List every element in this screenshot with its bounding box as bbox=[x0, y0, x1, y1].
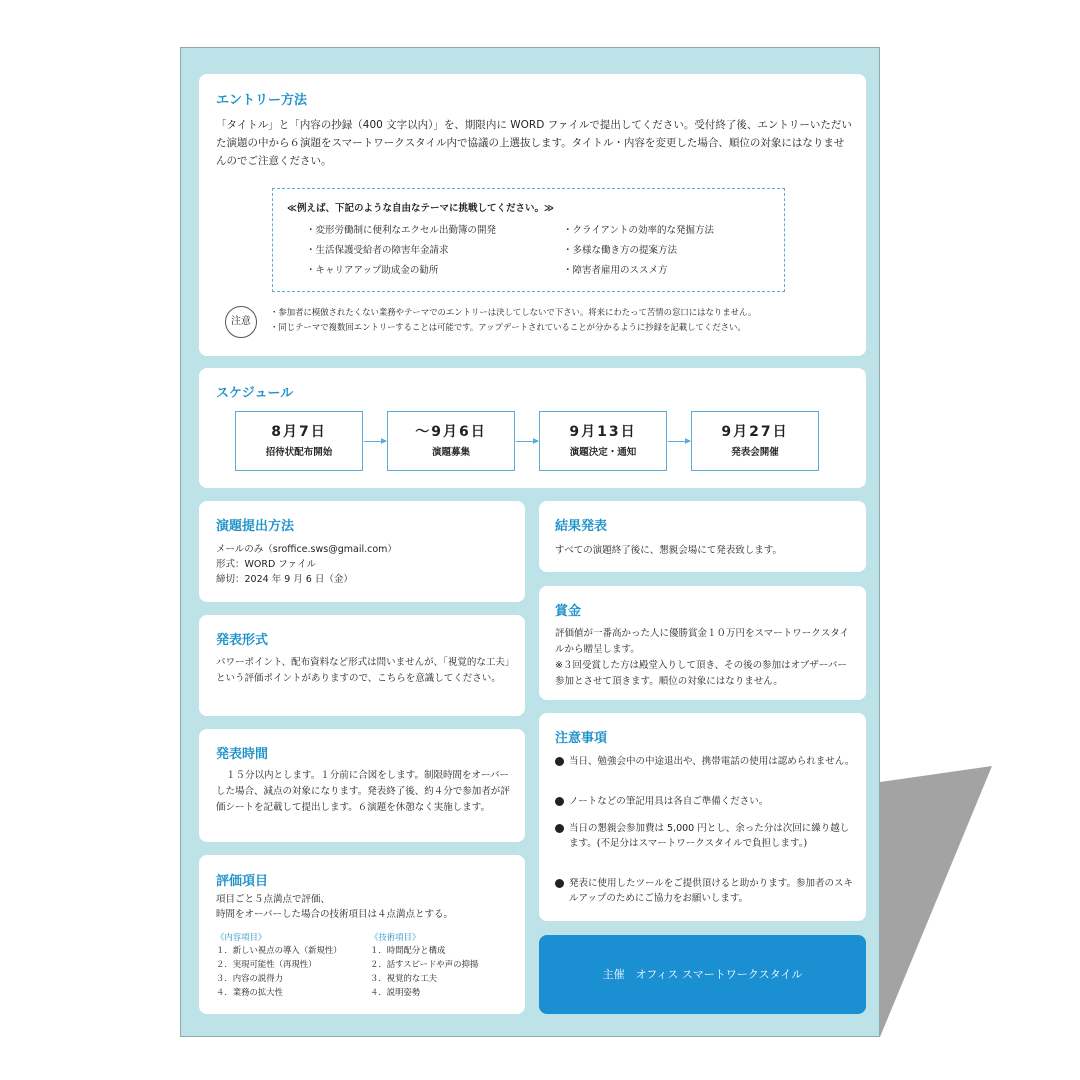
step-date: 9月13日 bbox=[569, 424, 637, 440]
time-card bbox=[199, 729, 525, 842]
submission-line: 締切：2024 年 9 月 6 日（金） bbox=[216, 574, 353, 585]
schedule-card bbox=[199, 368, 866, 488]
caution-text: ノートなどの筆記用具は各自ご準備ください。 bbox=[569, 796, 769, 807]
entry-card bbox=[199, 74, 866, 356]
example-item: ・変形労働制に便利なエクセル出勤簿の開発 bbox=[306, 225, 497, 236]
arrow-icon bbox=[668, 441, 690, 442]
prize-body: 評価値が一番高かった人に優勝賞金１０万円をスマートワークスタイルから贈呈します。 bbox=[555, 628, 850, 655]
submission-line: メールのみ（sroffice.sws@gmail.com） bbox=[216, 544, 397, 555]
caution-text: 当日、勉強会中の中途退出や、携帯電話の使用は認められません。 bbox=[569, 756, 855, 767]
caution-item bbox=[555, 754, 855, 769]
note-line: ・同じテーマで複数回エントリーすることは可能です。アップデートされていることが分かるように抄録を記載してください。 bbox=[270, 322, 746, 332]
example-title: ≪例えば、下記のような自由なテーマに挑戦してください。≫ bbox=[287, 203, 554, 214]
caution-text: 当日の懇親会参加費は 5,000 円とし、余った分は次回に繰り越します。(不足分はスマートワークスタイルで負担します。) bbox=[569, 823, 850, 849]
step-label: 発表会開催 bbox=[731, 447, 779, 458]
submission-line: 形式：WORD ファイル bbox=[216, 559, 317, 570]
submission-heading: 演題提出方法 bbox=[216, 519, 295, 534]
entry-body: 「タイトル」と「内容の抄録（400 文字以内）」を、期限内に WORD ファイルで提出してください。受付終了後、エントリーいただいた演題の中から６演題をスマートワークスタイル内で協議の上選抜します。タイトル・内容を変更した場合、順位の対象にはなりませんのでご注意ください。 bbox=[216, 119, 852, 167]
tech-items-title: 《技術項目》 bbox=[370, 932, 421, 942]
example-box bbox=[272, 188, 785, 292]
tech-item: ２．話すスピードや声の抑揚 bbox=[370, 959, 479, 969]
step-date: 8月7日 bbox=[271, 424, 327, 440]
results-body: すべての演題終了後に、懇親会場にて発表致します。 bbox=[555, 545, 783, 556]
submission-card bbox=[199, 501, 525, 602]
content-item: １．新しい視点の導入（新規性） bbox=[216, 945, 342, 955]
caution-item bbox=[555, 821, 855, 851]
arrow-icon bbox=[364, 441, 386, 442]
evaluation-heading: 評価項目 bbox=[216, 874, 269, 889]
content-item: ３．内容の説得力 bbox=[216, 973, 283, 983]
tech-item: １．時間配分と構成 bbox=[370, 945, 446, 955]
evaluation-intro: 時間をオーバーした場合の技術項目は４点満点とする。 bbox=[216, 909, 454, 920]
bullet-icon bbox=[555, 797, 564, 806]
prize-note: ※３回受賞した方は殿堂入りして頂き、その後の参加はオブザーバー参加とさせて頂きます。順位の対象にはなりません。 bbox=[555, 660, 847, 687]
entry-heading: エントリー方法 bbox=[216, 93, 308, 108]
bullet-icon bbox=[555, 824, 564, 833]
step-label: 招待状配布開始 bbox=[265, 447, 333, 458]
example-item: ・多様な働き方の提案方法 bbox=[563, 245, 678, 256]
flyer-sheet bbox=[180, 47, 880, 1037]
time-body: １５分以内とします。１分前に合図をします。制限時間をオーバーした場合、減点の対象になります。発表終了後、約４分で参加者が評価シートを記載して提出します。６演題を休憩なく実施します。 bbox=[216, 770, 510, 813]
schedule-step bbox=[387, 411, 515, 471]
results-heading: 結果発表 bbox=[555, 519, 608, 534]
content-item: ２．実現可能性（再現性） bbox=[216, 959, 317, 969]
caution-item bbox=[555, 876, 855, 906]
format-body: パワーポイント、配布資料など形式は問いませんが、「視覚的な工夫」という評価ポイントがありますので、こちらを意識してください。 bbox=[216, 657, 510, 684]
host-banner: 主催 オフィス スマートワークスタイル bbox=[539, 935, 866, 1014]
tech-item: ４．説明姿勢 bbox=[370, 987, 421, 997]
results-card bbox=[539, 501, 866, 572]
step-date: 9月27日 bbox=[721, 424, 789, 440]
format-heading: 発表形式 bbox=[216, 633, 269, 648]
arrow-icon bbox=[516, 441, 538, 442]
evaluation-card bbox=[199, 855, 525, 1014]
tech-item: ３．視覚的な工夫 bbox=[370, 973, 437, 983]
cautions-card bbox=[539, 713, 866, 921]
time-heading: 発表時間 bbox=[216, 747, 269, 762]
caution-item bbox=[555, 794, 855, 809]
note-line: ・参加者に模倣されたくない業務やテーマでのエントリーは決してしないで下さい。将来にわたって苦情の窓口にはなりません。 bbox=[270, 307, 757, 317]
schedule-step bbox=[539, 411, 667, 471]
step-date: 〜9月6日 bbox=[415, 424, 487, 440]
prize-heading: 賞金 bbox=[555, 604, 582, 619]
example-item: ・クライアントの効率的な発掘方法 bbox=[563, 225, 715, 236]
step-label: 演題決定・通知 bbox=[569, 447, 637, 458]
bullet-icon bbox=[555, 757, 564, 766]
example-item: ・障害者雇用のススメ方 bbox=[563, 265, 668, 276]
format-card bbox=[199, 615, 525, 716]
content-items-title: 《内容項目》 bbox=[216, 932, 267, 942]
bullet-icon bbox=[555, 879, 564, 888]
example-item: ・キャリアアップ助成金の勧所 bbox=[306, 265, 439, 276]
schedule-step bbox=[235, 411, 363, 471]
step-label: 演題募集 bbox=[431, 447, 470, 458]
content-item: ４．業務の拡大性 bbox=[216, 987, 283, 997]
example-item: ・生活保護受給者の障害年金請求 bbox=[306, 245, 449, 256]
schedule-heading: スケジュール bbox=[216, 386, 294, 401]
note-badge: 注意 bbox=[225, 306, 257, 338]
cautions-heading: 注意事項 bbox=[555, 731, 608, 746]
schedule-step bbox=[691, 411, 819, 471]
evaluation-intro: 項目ごと５点満点で評価、 bbox=[216, 894, 331, 905]
prize-card bbox=[539, 586, 866, 700]
caution-text: 発表に使用したツールをご提供頂けると助かります。参加者のスキルアップのためにご協力をお願いします。 bbox=[569, 878, 854, 904]
